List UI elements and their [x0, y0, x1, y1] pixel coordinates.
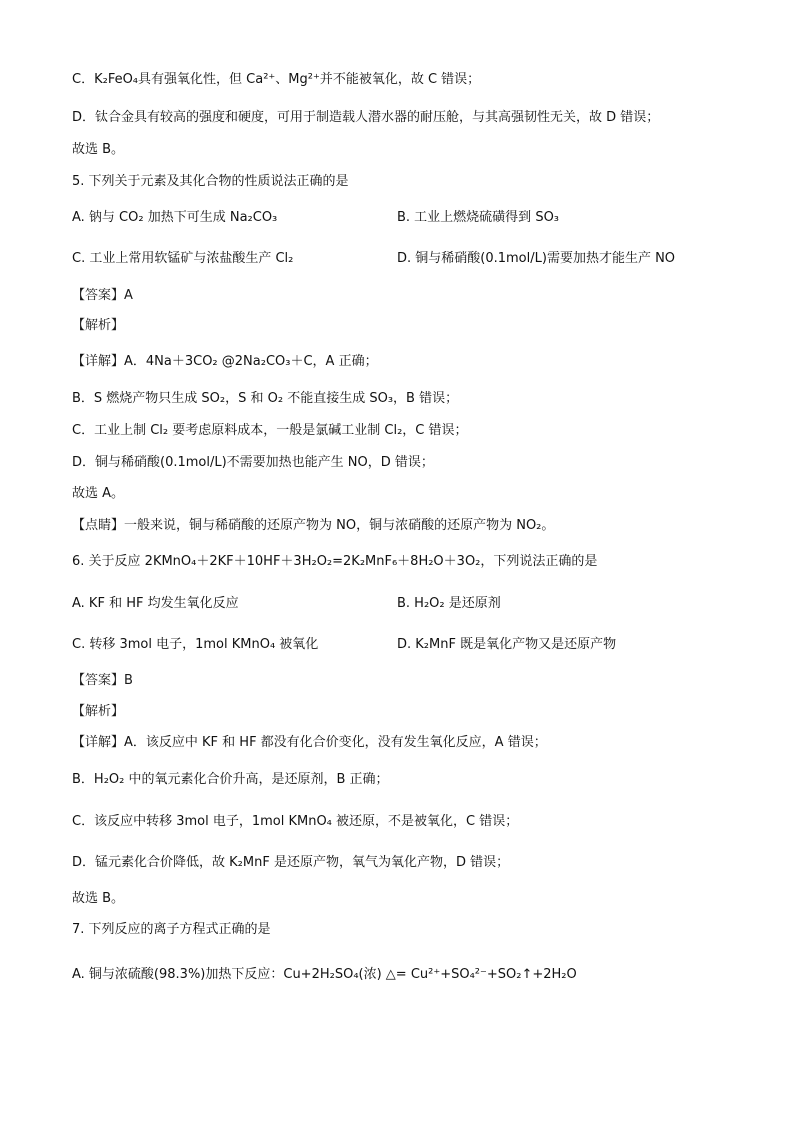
option-d-explanation: D．钛合金具有较高的强度和硬度，可用于制造载人潜水器的耐压舱，与其高强韧性无关，故 D 错误； — [72, 110, 660, 125]
q6-analysis-heading: 【解析】 — [72, 704, 125, 719]
q6-conclusion: 故选 B。 — [72, 891, 125, 906]
q5-option-b: B. 工业上燃烧硫磺得到 SO₃ — [397, 210, 560, 225]
q6-option-a: A. KF 和 HF 均发生氧化反应 — [72, 596, 239, 611]
option-c-explanation: C．K₂FeO₄具有强氧化性，但 Ca²⁺、Mg²⁺并不能被氧化，故 C 错误； — [72, 72, 481, 87]
q6-option-b: B. H₂O₂ 是还原剂 — [397, 596, 501, 611]
q6-detail-d: D．锰元素化合价降低，故 K₂MnF 是还原产物，氧气为氧化产物，D 错误； — [72, 855, 510, 870]
question-5-stem: 5. 下列关于元素及其化合物的性质说法正确的是 — [72, 174, 349, 189]
q5-answer: 【答案】A — [72, 288, 133, 303]
q6-option-d: D. K₂MnF 既是氧化产物又是还原产物 — [397, 637, 617, 652]
question-7-stem: 7. 下列反应的离子方程式正确的是 — [72, 922, 271, 937]
q5-conclusion: 故选 A。 — [72, 486, 125, 501]
conclusion: 故选 B。 — [72, 142, 125, 157]
q5-detail-b: B．S 燃烧产物只生成 SO₂，S 和 O₂ 不能直接生成 SO₃，B 错误； — [72, 391, 459, 406]
q7-option-a: A. 铜与浓硫酸(98.3%)加热下反应：Cu+2H₂SO₄(浓) △= Cu²⁺+SO₄²⁻+SO₂↑+2H₂O — [72, 967, 577, 982]
question-6-stem: 6. 关于反应 2KMnO₄＋2KF＋10HF＋3H₂O₂=2K₂MnF₆＋8H₂O＋3O₂，下列说法正确的是 — [72, 554, 598, 569]
q5-option-c: C. 工业上常用软锰矿与浓盐酸生产 Cl₂ — [72, 251, 294, 266]
q6-detail-b: B．H₂O₂ 中的氧元素化合价升高，是还原剂，B 正确； — [72, 772, 389, 787]
q6-detail-c: C．该反应中转移 3mol 电子，1mol KMnO₄ 被还原，不是被氧化，C 错误； — [72, 814, 519, 829]
q5-detail-a: 【详解】A．4Na＋3CO₂ @2Na₂CO₃＋C，A 正确； — [72, 354, 378, 369]
q6-detail-a: 【详解】A．该反应中 KF 和 HF 都没有化合价变化，没有发生氧化反应，A 错误； — [72, 735, 547, 750]
q5-option-d: D. 铜与稀硝酸(0.1mol/L)需要加热才能生产 NO — [397, 251, 676, 266]
q6-option-c: C. 转移 3mol 电子，1mol KMnO₄ 被氧化 — [72, 637, 319, 652]
q5-detail-d: D．铜与稀硝酸(0.1mol/L)不需要加热也能产生 NO，D 错误； — [72, 455, 434, 470]
q5-detail-c: C．工业上制 Cl₂ 要考虑原料成本，一般是氯碱工业制 Cl₂，C 错误； — [72, 423, 468, 438]
q5-analysis-heading: 【解析】 — [72, 318, 125, 333]
q6-answer: 【答案】B — [72, 673, 133, 688]
q5-tip: 【点睛】一般来说，铜与稀硝酸的还原产物为 NO，铜与浓硝酸的还原产物为 NO₂。 — [72, 518, 555, 533]
q5-option-a: A. 钠与 CO₂ 加热下可生成 Na₂CO₃ — [72, 210, 278, 225]
